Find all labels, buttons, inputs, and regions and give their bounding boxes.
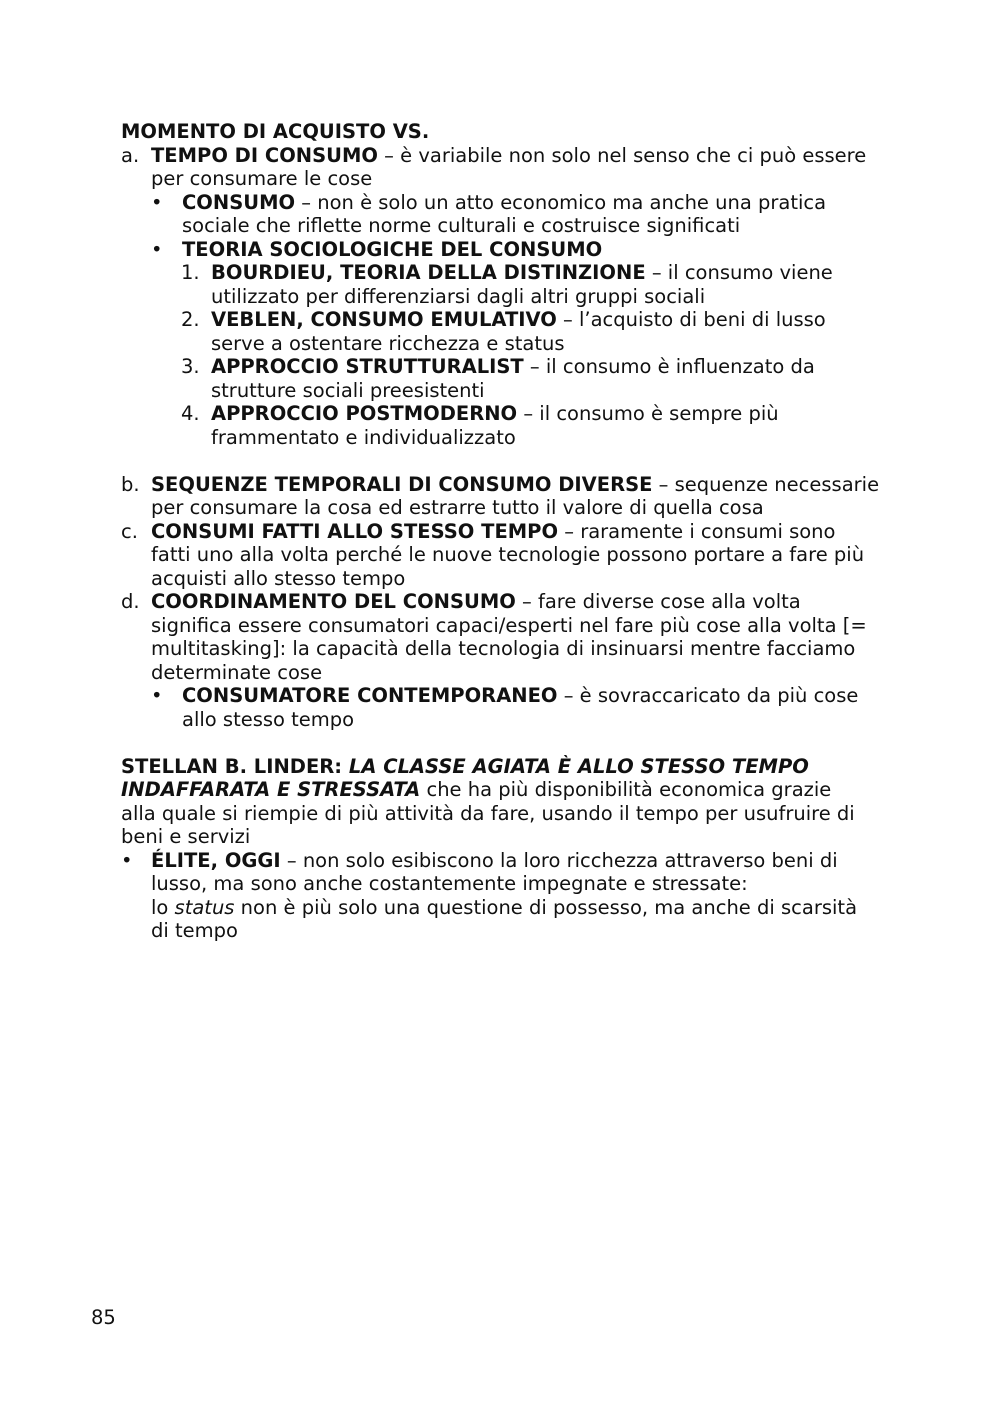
numbered-item: 3. APPROCCIO STRUTTURALIST – il consumo è influenzato da strutture sociali preesistenti [181,355,815,402]
list-marker: b. [121,472,140,496]
term: VEBLEN, CONSUMO EMULATIVO [211,308,557,331]
term: CONSUMATORE CONTEMPORANEO [182,684,558,707]
list-marker: a. [121,143,140,167]
term: CONSUMO [182,190,296,214]
number-marker: 4. [181,402,200,425]
bullet-item: • CONSUMATORE CONTEMPORANEO – è sovraccaricato da più cose allo stesso tempo [151,684,859,731]
numbered-item: 4. APPROCCIO POSTMODERNO – il consumo è sempre più frammentato e individualizzato [181,402,779,449]
section-heading: MOMENTO DI ACQUISTO VS. [121,120,430,143]
numbered-item: 2. VEBLEN, CONSUMO EMULATIVO – l’acquisto di beni di lusso serve a ostentare ricchezza e status [181,308,826,355]
number-marker: 3. [181,355,200,378]
list-item-d: d. COORDINAMENTO DEL CONSUMO – fare diverse cose alla volta significa essere consumatori capaci/esperti nel fare più cose alla volta [= multitasking]: la capacità della tecnologia di insinuarsi mentre facciamo determinate cose [121,590,867,684]
term: TEMPO DI CONSUMO [151,143,378,167]
list-item-b: b. SEQUENZE TEMPORALI DI CONSUMO DIVERSE – sequenze necessarie per consumare la cosa ed estrarre tutto il valore di quella cosa [121,472,880,519]
bullet-marker: • [121,848,133,872]
term: APPROCCIO POSTMODERNO [211,402,518,425]
bullet-item [121,238,921,262]
term: ÉLITE, OGGI [151,848,281,872]
number-marker: 1. [181,261,200,284]
term: CONSUMI FATTI ALLO STESSO TEMPO [151,519,559,543]
list-item-c: c. CONSUMI FATTI ALLO STESSO TEMPO – raramente i consumi sono fatti uno alla volta perché le nuove tecnologie possono portare a fare più acquisti allo stesso tempo [121,519,865,590]
linder-paragraph: STELLAN B. LINDER: LA CLASSE AGIATA È ALLO STESSO TEMPO INDAFFARATA E STRESSATA che ha più disponibilità economica grazie alla quale si riempie di più attività da fare, usando il tempo per usufruire di beni e servizi [121,754,855,848]
bullet-marker: • [151,190,163,214]
term: TEORIA SOCIOLOGICHE DEL CONSUMO [182,237,603,261]
term: SEQUENZE TEMPORALI DI CONSUMO DIVERSE [151,472,653,496]
bullet-marker: • [151,684,163,707]
spacer [121,731,921,755]
term: STELLAN B. LINDER: [121,754,349,778]
number-marker: 2. [181,308,200,331]
list-marker: c. [121,519,138,543]
spacer [121,449,921,473]
bullet-item: • ÉLITE, OGGI – non solo esibiscono la loro ricchezza attraverso beni di lusso, ma sono anche costantemente impegnate e stressate: lo status non è più solo una questione di possesso, ma anche di scarsità di tempo [121,848,858,942]
term: COORDINAMENTO DEL CONSUMO [151,590,516,613]
document-body [121,120,921,943]
term: APPROCCIO STRUTTURALIST [211,355,524,378]
bullet-item: • CONSUMO – non è solo un atto economico ma anche una pratica sociale che riflette norme culturali e costruisce significati [151,190,827,237]
list-marker: d. [121,590,140,613]
numbered-item: 1. BOURDIEU, TEORIA DELLA DISTINZIONE – il consumo viene utilizzato per differenziarsi dagli altri gruppi sociali [181,261,833,308]
page-number: 85 [91,1306,116,1329]
term: BOURDIEU, TEORIA DELLA DISTINZIONE [211,261,646,284]
list-item-a: a. TEMPO DI CONSUMO – è variabile non solo nel senso che ci può essere per consumare le cose [121,143,867,190]
bullet-marker: • [151,237,163,261]
